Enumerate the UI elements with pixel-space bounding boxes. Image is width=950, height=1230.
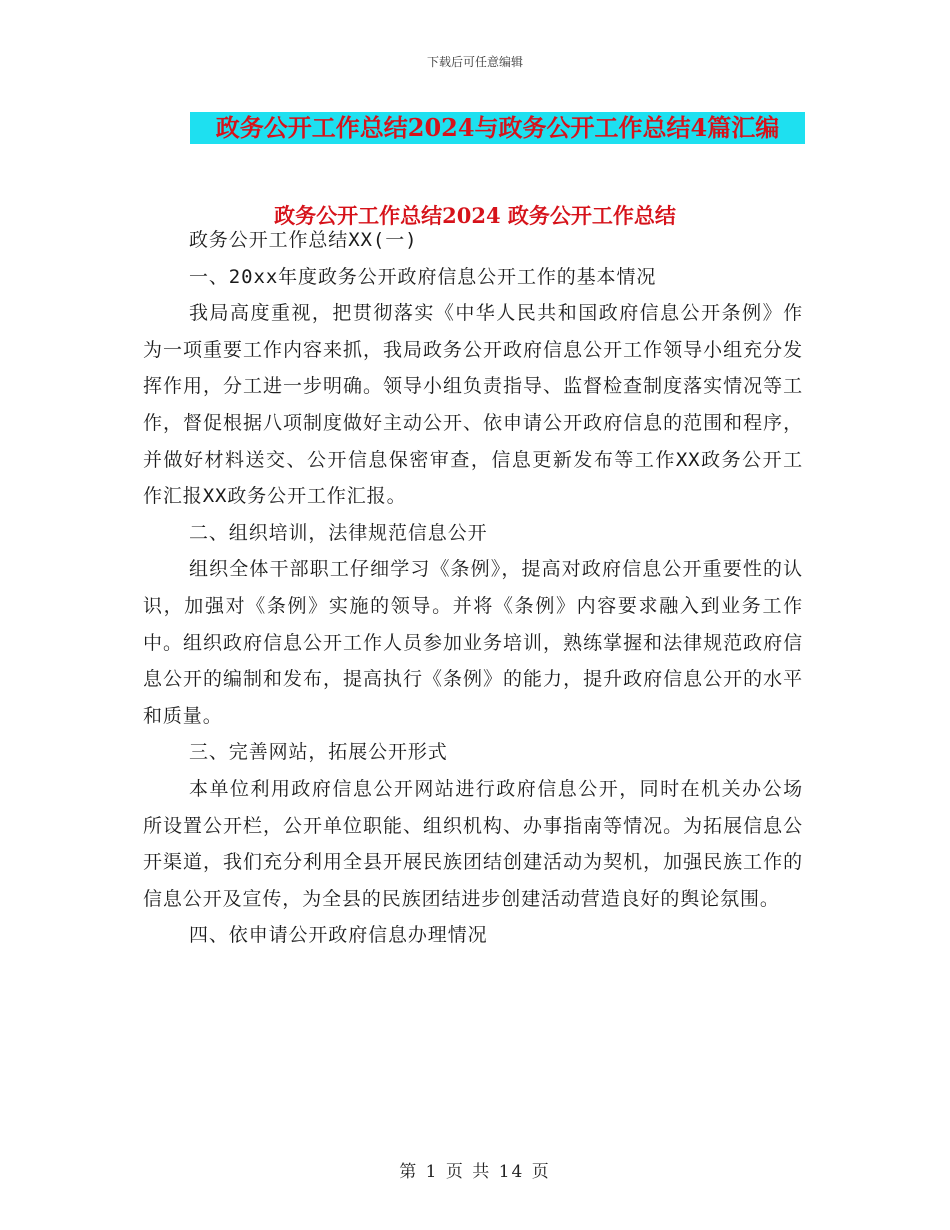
subsection-heading: 政务公开工作总结XX(一) (189, 229, 418, 251)
section-heading: 四、依申请公开政府信息办理情况 (189, 924, 488, 947)
document-title: 政务公开工作总结2024与政务公开工作总结4篇汇编 (190, 112, 805, 144)
body-paragraph: 我局高度重视，把贯彻落实《中华人民共和国政府信息公开条例》作为一项重要工作内容来抓，我局政务公开政府信息公开工作领导小组充分发挥作用，分工进一步明确。领导小组负责指导、监督检查制度落实情况等工作，督促根据八项制度做好主动公开、依申请公开政府信息的范围和程序，并做好材料送交、公开信息保密审查，信息更新发布等工作XX政务公开工作汇报XX政务公开工作汇报。 (143, 302, 803, 508)
section-heading: 一、20xx年度政务公开政府信息公开工作的基本情况 (189, 265, 657, 288)
body-paragraph: 本单位利用政府信息公开网站进行政府信息公开，同时在机关办公场所设置公开栏，公开单位职能、组织机构、办事指南等情况。为拓展信息公开渠道，我们充分利用全县开展民族团结创建活动为契机，加强民族工作的信息公开及宣传，为全县的民族团结进步创建活动营造良好的舆论氛围。 (143, 777, 803, 910)
section-heading: 三、完善网站，拓展公开形式 (189, 741, 448, 764)
section-title: 政务公开工作总结2024 政务公开工作总结 (274, 203, 676, 228)
page-footer: 第 1 页 共 14 页 (399, 1162, 551, 1182)
section-heading: 二、组织培训，法律规范信息公开 (189, 521, 488, 544)
body-paragraph: 组织全体干部职工仔细学习《条例》，提高对政府信息公开重要性的认识，加强对《条例》实施的领导。并将《条例》内容要求融入到业务工作中。组织政府信息公开工作人员参加业务培训，熟练掌握和法律规范政府信息公开的编制和发布，提高执行《条例》的能力，提升政府信息公开的水平和质量。 (143, 558, 803, 727)
document-body (143, 222, 803, 954)
page-header: 下载后可任意编辑 (426, 55, 523, 69)
